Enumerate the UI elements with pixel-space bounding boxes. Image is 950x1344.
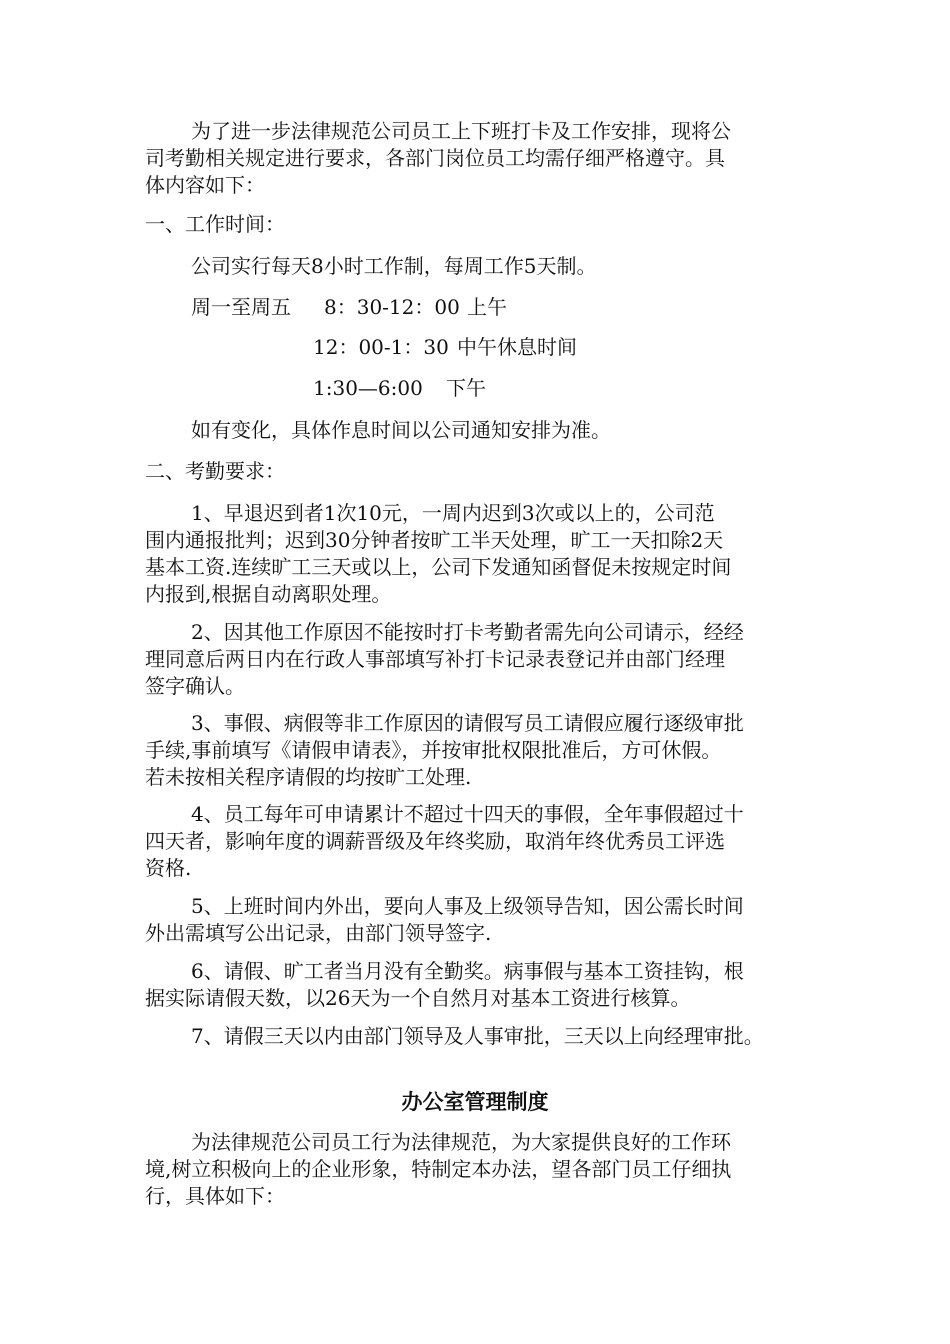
schedule-label: 下午 bbox=[446, 376, 486, 400]
schedule-line bbox=[145, 375, 825, 402]
schedule-line bbox=[145, 334, 825, 361]
text-line: 为了进一步法律规范公司员工上下班打卡及工作安排，现将公 bbox=[191, 119, 731, 143]
text-line: 四天者，影响年度的调薪晋级及年终奖励，取消年终优秀员工评选 bbox=[145, 829, 725, 853]
text-line: 境,树立积极向上的企业形象，特制定本办法，望各部门员工仔细执 bbox=[145, 1157, 732, 1181]
attendance-item-4 bbox=[145, 801, 825, 882]
section-title-work-hours bbox=[145, 211, 825, 238]
text-line: 二、考勤要求： bbox=[145, 459, 285, 483]
schedule-row bbox=[145, 294, 825, 321]
text-line: 外出需填写公出记录，由部门领导签字. bbox=[145, 921, 492, 945]
text-line: 5、上班时间内外出，要向人事及上级领导告知，因公需长时间 bbox=[191, 894, 744, 918]
attendance-item-5 bbox=[145, 893, 825, 947]
schedule-time: 8：30-12：00 bbox=[324, 295, 460, 319]
text-line: 6、请假、旷工者当月没有全勤奖。病事假与基本工资挂钩，根 bbox=[191, 959, 744, 983]
text-line: 7、请假三天以内由部门领导及人事审批，三天以上向经理审批。 bbox=[191, 1024, 764, 1048]
text-line: 若未按相关程序请假的均按旷工处理. bbox=[145, 765, 472, 789]
attendance-item-7 bbox=[145, 1023, 825, 1050]
section-title-attendance bbox=[145, 458, 825, 485]
text-line: 内报到,根据自动离职处理。 bbox=[145, 582, 392, 606]
text-line: 基本工资.连续旷工三天或以上，公司下发通知函督促未按规定时间 bbox=[145, 555, 732, 579]
work-hours-rule bbox=[145, 253, 825, 280]
office-intro-paragraph bbox=[145, 1129, 825, 1210]
text-line: 为法律规范公司员工行为法律规范，为大家提供良好的工作环 bbox=[191, 1130, 731, 1154]
schedule-note bbox=[145, 417, 825, 444]
attendance-item-1 bbox=[145, 500, 825, 608]
text-line: 签字确认。 bbox=[145, 674, 245, 698]
text-line: 体内容如下： bbox=[145, 173, 265, 197]
text-line: 据实际请假天数，以26天为一个自然月对基本工资进行核算。 bbox=[145, 986, 691, 1010]
text-line: 公司实行每天8小时工作制，每周工作5天制。 bbox=[191, 254, 597, 278]
text-line: 司考勤相关规定进行要求，各部门岗位员工均需仔细严格遵守。具 bbox=[145, 146, 725, 170]
text-line: 4、员工每年可申请累计不超过十四天的事假，全年事假超过十 bbox=[191, 802, 744, 826]
schedule-row bbox=[145, 334, 825, 361]
attendance-item-2 bbox=[145, 619, 825, 700]
section-heading-office: 办公室管理制度 bbox=[401, 1090, 549, 1114]
text-line: 一、工作时间： bbox=[145, 212, 285, 236]
schedule-line bbox=[145, 294, 825, 321]
text-line: 资格. bbox=[145, 856, 192, 880]
text-line: 理同意后两日内在行政人事部填写补打卡记录表登记并由部门经理 bbox=[145, 647, 725, 671]
text-line: 如有变化，具体作息时间以公司通知安排为准。 bbox=[191, 418, 611, 442]
attendance-item-3 bbox=[145, 710, 825, 791]
schedule-time: 12：00-1：30 bbox=[313, 335, 449, 359]
schedule-time: 1:30—6:00 bbox=[313, 376, 423, 400]
schedule-label: 上午 bbox=[467, 295, 507, 319]
schedule-days: 周一至周五 bbox=[191, 295, 291, 319]
schedule-row bbox=[145, 375, 825, 402]
text-line: 围内通报批判；迟到30分钟者按旷工半天处理，旷工一天扣除2天 bbox=[145, 528, 724, 552]
text-line: 2、因其他工作原因不能按时打卡考勤者需先向公司请示，经经 bbox=[191, 620, 744, 644]
attendance-item-6 bbox=[145, 958, 825, 1012]
text-line: 3、事假、病假等非工作原因的请假写员工请假应履行逐级审批 bbox=[191, 711, 744, 735]
schedule-label: 中午休息时间 bbox=[457, 335, 577, 359]
intro-paragraph bbox=[145, 118, 825, 199]
text-line: 1、早退迟到者1次10元，一周内迟到3次或以上的，公司范 bbox=[191, 501, 715, 525]
text-line: 手续,事前填写《请假申请表》，并按审批权限批准后，方可休假。 bbox=[145, 738, 722, 762]
text-line: 行，具体如下： bbox=[145, 1184, 285, 1208]
